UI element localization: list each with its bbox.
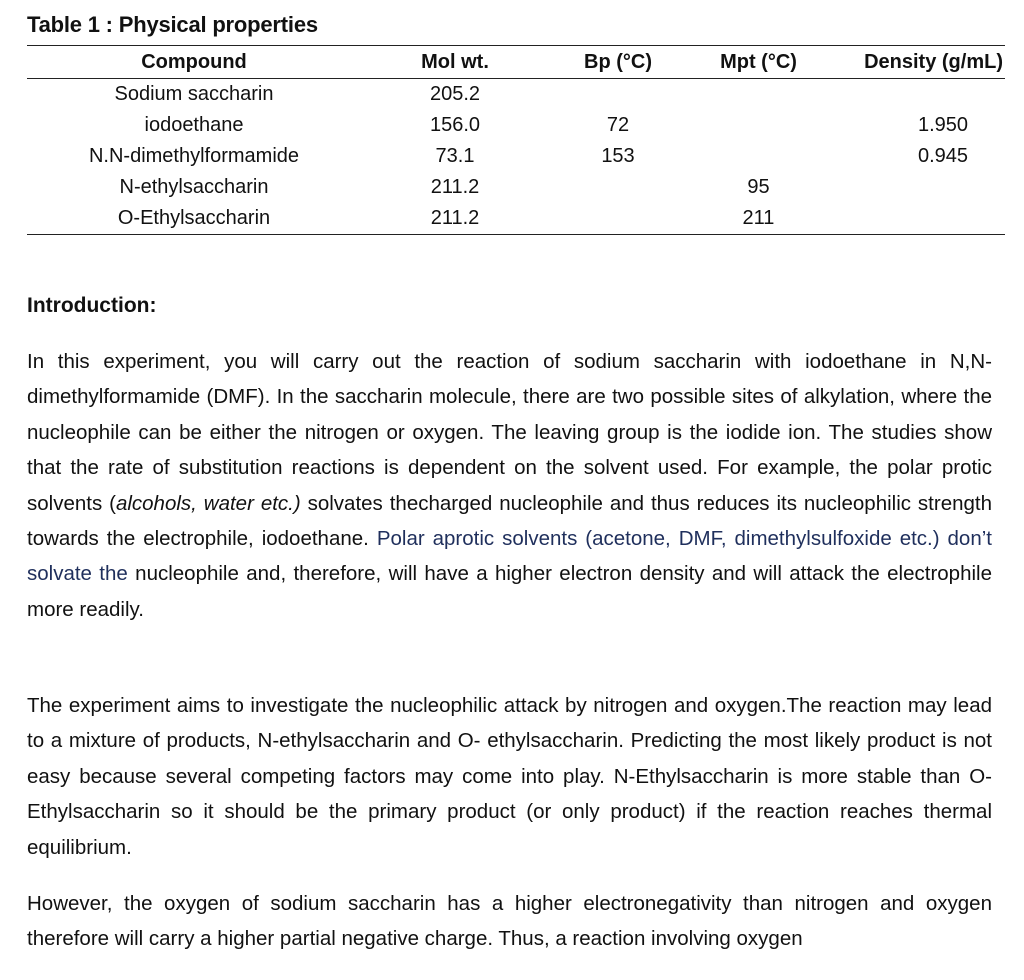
cell-mpt: 211	[742, 207, 775, 229]
highlighted-text: Polar aprotic solvents (acetone, DMF, dimethylsulfoxide etc.) don’t solvate the	[27, 527, 992, 586]
table-row	[27, 79, 1005, 111]
cell-density: 0.945	[917, 145, 969, 167]
physical-properties-table	[27, 45, 1005, 235]
header-mol-wt: Mol wt.	[421, 50, 489, 73]
cell-mol-wt: 156.0	[429, 114, 481, 136]
introduction-heading: Introduction:	[27, 294, 157, 317]
cell-mol-wt: 205.2	[429, 83, 481, 105]
cell-density: 1.950	[917, 114, 969, 136]
table-row	[27, 172, 1005, 203]
cell-bp: 153	[601, 145, 635, 167]
cell-mpt: 95	[747, 176, 770, 198]
cell-compound: N.N-dimethylformamide	[88, 145, 300, 167]
paragraph-text: In this experiment, you will carry out the reaction of sodium saccharin with iodoethane in N,N-dimethylformamide (DMF). In the saccharin molecule, there are two possible sites of alkylation, where the nucleophile can be either the nitrogen or oxygen. The leaving group is the iodide ion. The studies show that the rate of substitution reactions is dependent on the solvent used. For example, the polar protic solvents (	[27, 350, 992, 515]
cell-mol-wt: 211.2	[430, 176, 480, 198]
cell-mol-wt: 211.2	[430, 207, 480, 229]
cell-compound: Sodium saccharin	[114, 83, 274, 105]
header-mpt: Mpt (°C)	[720, 50, 797, 73]
header-density: Density (g/mL)	[864, 50, 1003, 73]
cell-bp	[549, 203, 687, 235]
cell-compound: N-ethylsaccharin	[119, 176, 269, 198]
cell-mpt	[687, 141, 830, 172]
table-header-row	[27, 46, 1005, 79]
italic-text: alcohols, water etc.)	[115, 491, 301, 515]
cell-density	[830, 172, 1005, 203]
table-row	[27, 203, 1005, 235]
cell-bp	[549, 172, 687, 203]
table-row	[27, 141, 1005, 172]
paragraph-text: solvates thecharged nucleophile and thus reduces its nucleophilic strength towards the electrophile, iodoethane.	[27, 491, 992, 551]
cell-compound: iodoethane	[144, 114, 244, 136]
cell-compound: O-Ethylsaccharin	[117, 207, 271, 229]
paragraph-text: nucleophile and, therefore, will have a higher electron density and will attack the electrophile more readily.	[27, 562, 992, 621]
header-bp: Bp (°C)	[584, 50, 652, 73]
cell-density	[830, 203, 1005, 235]
cell-density	[830, 79, 1005, 111]
cell-mpt	[687, 110, 830, 141]
table-title: Table 1 : Physical properties	[27, 12, 318, 37]
cell-bp: 72	[606, 114, 630, 136]
cell-bp	[549, 79, 687, 111]
table-row	[27, 110, 1005, 141]
introduction-paragraph-2: The experiment aims to investigate the nucleophilic attack by nitrogen and oxygen.The reaction may lead to a mixture of products, N-ethylsaccharin and O- ethylsaccharin. Predicting the most likely product is not easy because several competing factors may come into play. N-Ethylsaccharin is more stable than O-Ethylsaccharin so it should be the primary product (or only product) if the reaction reaches thermal equilibrium.	[27, 694, 992, 859]
cell-mpt	[687, 79, 830, 111]
introduction-paragraph-1	[27, 344, 992, 627]
cell-mol-wt: 73.1	[435, 145, 475, 167]
introduction-paragraph-3: However, the oxygen of sodium saccharin has a higher electronegativity than nitrogen and oxygen therefore will carry a higher partial negative charge. Thus, a reaction involving oxygen	[27, 892, 992, 951]
header-compound: Compound	[141, 50, 247, 73]
